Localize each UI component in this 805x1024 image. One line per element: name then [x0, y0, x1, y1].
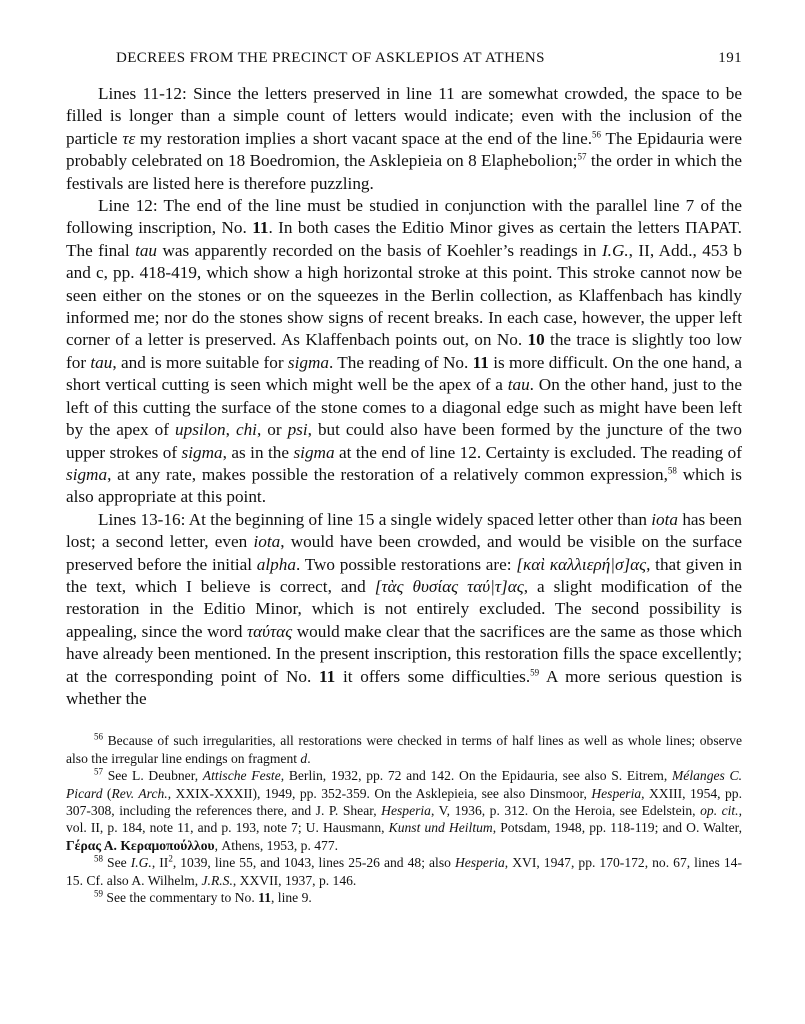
footnote-ref-58[interactable]: 58 [667, 465, 677, 476]
paragraph-lines-11-12: Lines 11-12: Since the letters preserved in line 11 are somewhat crowded, the space to be filled is longer than a simple count of letters would indicate; even with the inclusion of the particle τε my restoration implies a short vacant space at the end of the line.$^{56}$ The Epidauria were probably celebrated on 18 Boedromion, the Asklepieia on 8 Elaphebolion;$^{57}$ the order in which the festivals are listed here is therefore puzzling. [66, 84, 742, 193]
paragraph-line-12: Line 12: The end of the line must be studied in conjunction with the parallel line 7 of the following inscription, No. 11. In both cases the Editio Minor gives as certain the letters ΠΑΡΑΤ. The final tau was apparently recorded on the basis of Koehler’s readings in I.G., II, Add., 453 b and c, pp. 418-419, which show a high horizontal stroke at this point. This stroke cannot now be seen either on the stones or on the squeezes in the Berlin collection, as Klaffenbach has kindly informed me; nor do the stones show signs of recent breaks. In each case, however, the upper left corner of a letter is preserved. As Klaffenbach points out, on No. 10 the trace is slightly too low for tau, and is more suitable for sigma. The reading of No. 11 is more difficult. On the one hand, a short vertical cutting is seen which might well be the apex of a tau. On the other hand, just to the left of this cutting the surface of the stone comes to a diagonal edge such as might have been left by the apex of upsilon, chi, or psi, but could also have been formed by the juncture of the two upper strokes of sigma, as in the sigma at the end of line 12. Certainty is excluded. The reading of sigma, at any rate, makes possible the restoration of a relatively common expression,$^{58}$ which is also appropriate at this point. [66, 196, 743, 507]
running-title: DECREES FROM THE PRECINCT OF ASKLEPIOS AT ATHENS [116, 50, 545, 66]
page-number: 191 [718, 50, 742, 66]
footnote-57: $^{57}$ See L. Deubner, Attische Feste, Berlin, 1932, pp. 72 and 142. On the Epidauria, see also S. Eitrem, Mélanges C. Picard (Rev. Arch., XXIX-XXXII), 1949, pp. 352-359. On the Asklepieia, see also Dinsmoor, Hesperia, XXIII, 1954, pp. 307-308, including the references there, and J. P. Shear, Hesperia, V, 1936, p. 312. On the Heroia, see Edelstein, op. cit., vol. II, p. 184, note 11, and p. 193, note 7; U. Hausmann, Kunst und Heiltum, Potsdam, 1948, pp. 118-119; and O. Walter, Γέρας Α. Κεραμοπούλλου, Athens, 1953, p. 477. [66, 766, 742, 853]
footnote-ref-59[interactable]: 59 [530, 666, 540, 677]
footnote-ref-56[interactable]: 56 [592, 129, 602, 140]
footnote-56: $^{56}$ Because of such irregularities, all restorations were checked in terms of half lines as well as whole lines; observe also the irregular line endings on fragment d. [66, 731, 742, 766]
page [66, 50, 742, 906]
footnote-58: $^{58}$ See I.G., $II^2$, 1039, line 55, and 1043, lines 25-26 and 48; also Hesperia, XVI, 1947, pp. 170-172, no. 67, lines 14-15. Cf. also A. Wilhelm, J.R.S., XXVII, 1937, p. 146. [66, 853, 742, 888]
paragraph-lines-13-16: Lines 13-16: At the beginning of line 15 a single widely spaced letter other than iota has been lost; a second letter, even iota, would have been crowded, and would be visible on the surface preserved before the initial alpha. Two possible restorations are: [καὶ καλλιερή|σ]ας, that given in the text, which I believe is correct, and [τὰς θυσίας ταύ|τ]ας, a slight modification of the restoration in the Editio Minor, which is not entirely excluded. The second possibility is appealing, since the word ταύτας would make clear that the sacrifices are the same as those which have already been mentioned. In the present inscription, this restoration fills the space excellently; at the corresponding point of No. 11 it offers some difficulties.$^{59}$ A more serious question is whether the [66, 509, 743, 708]
footnote-59: $^{59}$ See the commentary to No. 11, line 9. [94, 888, 312, 906]
footnotes [66, 732, 742, 906]
main-text [66, 83, 742, 710]
running-header [116, 50, 742, 67]
footnote-ref-57[interactable]: 57 [577, 151, 587, 162]
